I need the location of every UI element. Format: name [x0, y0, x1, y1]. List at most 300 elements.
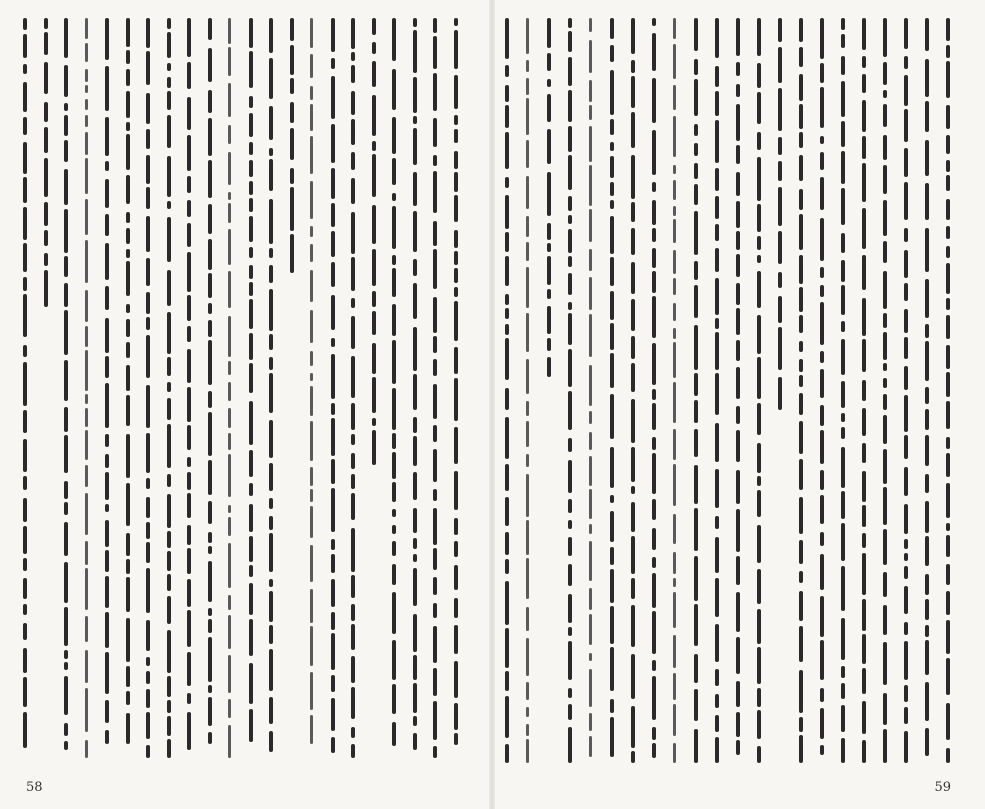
script-glyph-run: [736, 340, 740, 361]
script-glyph-run: [820, 554, 824, 590]
script-glyph-run: [820, 470, 824, 490]
script-glyph-run: [904, 731, 908, 763]
script-glyph-run: [433, 18, 437, 33]
script-glyph-run: [331, 675, 335, 692]
script-glyph-run: [526, 401, 529, 416]
script-glyph-run: [631, 60, 635, 73]
script-glyph-run: [505, 696, 509, 738]
script-glyph-run: [392, 18, 396, 61]
script-glyph-run: [589, 105, 592, 120]
script-glyph-run: [610, 547, 614, 565]
script-glyph-run: [433, 668, 437, 696]
script-glyph-run: [392, 268, 396, 297]
script-glyph-run: [228, 203, 231, 223]
script-glyph-run: [249, 299, 253, 329]
script-glyph-run: [568, 215, 572, 224]
script-glyph-run: [925, 409, 929, 430]
script-glyph-run: [413, 374, 417, 410]
script-glyph-run: [673, 165, 676, 174]
script-glyph-run: [946, 523, 950, 531]
script-glyph-run: [146, 620, 150, 651]
script-glyph-run: [925, 18, 929, 51]
script-glyph-run: [568, 196, 572, 211]
script-glyph-run: [799, 155, 803, 181]
script-glyph-run: [904, 622, 908, 635]
script-glyph-run: [904, 148, 908, 177]
script-glyph-run: [673, 552, 676, 574]
script-glyph-run: [946, 564, 950, 585]
script-glyph-run: [862, 208, 866, 249]
script-glyph-run: [946, 748, 950, 763]
script-glyph-run: [269, 106, 273, 140]
script-glyph-run: [126, 212, 130, 223]
script-glyph-run: [454, 378, 458, 421]
script-glyph-run: [44, 253, 48, 266]
script-glyph-run: [146, 433, 150, 473]
script-glyph-run: [778, 88, 782, 131]
script-glyph-run: [652, 743, 656, 758]
script-glyph-run: [310, 506, 313, 538]
script-glyph-run: [904, 18, 908, 49]
script-glyph-run: [736, 201, 740, 228]
script-glyph-run: [64, 502, 68, 515]
script-glyph-run: [433, 489, 437, 501]
script-glyph-run: [413, 327, 417, 371]
script-glyph-run: [841, 666, 845, 678]
script-glyph-run: [85, 43, 88, 62]
script-glyph-run: [757, 525, 761, 563]
script-glyph-run: [652, 228, 656, 242]
script-glyph-run: [208, 637, 212, 682]
script-glyph-run: [85, 199, 88, 235]
script-glyph-run: [372, 343, 376, 374]
script-glyph-run: [126, 304, 130, 313]
text-column: [901, 18, 911, 763]
script-glyph-run: [269, 199, 273, 244]
script-glyph-run: [228, 655, 231, 693]
script-glyph-run: [23, 294, 27, 337]
script-glyph-run: [126, 533, 130, 556]
script-glyph-run: [505, 464, 509, 491]
script-glyph-run: [310, 489, 313, 502]
script-glyph-run: [757, 132, 761, 150]
script-glyph-run: [799, 459, 803, 490]
script-glyph-run: [841, 121, 845, 147]
script-glyph-run: [652, 78, 656, 123]
script-glyph-run: [568, 704, 572, 720]
script-glyph-run: [883, 18, 887, 57]
script-glyph-run: [946, 226, 950, 239]
script-glyph-run: [269, 248, 273, 258]
script-glyph-run: [85, 132, 88, 155]
script-glyph-run: [799, 255, 803, 284]
script-glyph-run: [568, 273, 572, 295]
script-glyph-run: [413, 436, 417, 466]
script-glyph-run: [946, 315, 950, 339]
script-glyph-run: [23, 410, 27, 433]
script-glyph-run: [526, 724, 529, 736]
script-glyph-run: [757, 609, 761, 644]
text-column: [943, 18, 953, 763]
script-glyph-run: [652, 33, 656, 71]
script-glyph-run: [64, 522, 68, 556]
script-glyph-run: [631, 76, 635, 108]
script-glyph-run: [351, 52, 355, 61]
text-column: [430, 18, 440, 758]
script-glyph-run: [505, 18, 509, 59]
script-glyph-run: [589, 713, 592, 731]
script-glyph-run: [946, 483, 950, 518]
script-glyph-run: [610, 447, 614, 488]
script-glyph-run: [589, 736, 592, 757]
script-glyph-run: [249, 265, 253, 279]
script-glyph-run: [23, 207, 27, 240]
script-glyph-run: [904, 182, 908, 220]
script-glyph-run: [454, 30, 458, 69]
script-glyph-run: [454, 347, 458, 374]
script-glyph-run: [505, 294, 509, 305]
script-glyph-run: [64, 481, 68, 499]
script-glyph-run: [673, 219, 676, 243]
script-glyph-run: [799, 421, 803, 454]
script-glyph-run: [862, 553, 866, 595]
script-glyph-run: [736, 254, 740, 277]
script-glyph-run: [187, 525, 191, 545]
script-glyph-run: [610, 495, 614, 503]
script-glyph-run: [652, 676, 656, 720]
script-glyph-run: [187, 176, 191, 193]
script-glyph-run: [64, 407, 68, 432]
script-glyph-run: [904, 467, 908, 496]
script-glyph-run: [310, 626, 313, 666]
script-glyph-run: [167, 382, 171, 392]
script-glyph-run: [331, 231, 335, 257]
script-glyph-run: [23, 498, 27, 522]
script-glyph-run: [228, 517, 231, 536]
script-glyph-run: [715, 373, 719, 415]
script-glyph-run: [64, 650, 68, 659]
script-glyph-run: [310, 545, 313, 582]
script-glyph-run: [904, 586, 908, 614]
script-glyph-run: [694, 373, 698, 396]
script-glyph-run: [146, 689, 150, 708]
script-glyph-run: [589, 126, 592, 162]
script-glyph-run: [290, 234, 294, 273]
script-glyph-run: [64, 435, 68, 473]
script-glyph-run: [208, 608, 212, 616]
script-glyph-run: [631, 112, 635, 148]
script-glyph-run: [589, 209, 592, 242]
script-glyph-run: [547, 338, 551, 351]
script-glyph-run: [799, 375, 803, 387]
script-glyph-run: [673, 18, 676, 39]
script-glyph-run: [23, 243, 27, 272]
text-column: [544, 18, 554, 386]
script-glyph-run: [208, 160, 212, 198]
text-column: [164, 18, 174, 758]
script-glyph-run: [589, 432, 592, 450]
script-glyph-run: [454, 598, 458, 618]
script-glyph-run: [841, 618, 845, 660]
script-glyph-run: [454, 661, 458, 698]
script-glyph-run: [862, 701, 866, 734]
script-glyph-run: [568, 727, 572, 763]
script-glyph-run: [946, 135, 950, 154]
script-glyph-run: [841, 321, 845, 332]
script-glyph-run: [862, 380, 866, 401]
script-glyph-run: [85, 650, 88, 683]
script-glyph-run: [526, 474, 529, 517]
script-glyph-run: [841, 233, 845, 253]
script-glyph-run: [568, 627, 572, 636]
text-column: [246, 18, 256, 758]
script-glyph-run: [526, 707, 529, 717]
script-glyph-run: [589, 314, 592, 357]
script-glyph-run: [883, 415, 887, 444]
script-glyph-run: [187, 387, 191, 422]
script-glyph-run: [547, 18, 551, 48]
script-glyph-run: [526, 18, 529, 54]
script-glyph-run: [568, 18, 572, 28]
script-glyph-run: [778, 47, 782, 83]
script-glyph-run: [331, 58, 335, 69]
script-glyph-run: [126, 666, 130, 687]
script-glyph-run: [736, 283, 740, 305]
script-glyph-run: [568, 349, 572, 387]
text-column: [205, 18, 215, 758]
script-glyph-run: [187, 652, 191, 686]
script-glyph-run: [105, 66, 109, 111]
script-glyph-run: [372, 377, 376, 413]
script-glyph-run: [64, 103, 68, 111]
script-glyph-run: [673, 250, 676, 274]
script-glyph-run: [392, 158, 396, 185]
script-glyph-run: [310, 351, 313, 366]
script-glyph-run: [64, 209, 68, 253]
script-glyph-run: [631, 228, 635, 255]
script-glyph-run: [85, 115, 88, 127]
script-glyph-run: [568, 57, 572, 86]
script-glyph-run: [652, 200, 656, 225]
script-glyph-run: [820, 63, 824, 83]
script-glyph-run: [208, 460, 212, 495]
script-glyph-run: [85, 350, 88, 391]
script-glyph-run: [568, 438, 572, 452]
script-glyph-run: [694, 604, 698, 646]
script-glyph-run: [652, 437, 656, 450]
script-glyph-run: [526, 739, 529, 763]
script-glyph-run: [673, 85, 676, 110]
script-glyph-run: [715, 578, 719, 617]
text-column: [733, 18, 743, 763]
script-glyph-run: [862, 443, 866, 463]
script-glyph-run: [167, 424, 171, 468]
script-glyph-run: [799, 626, 803, 662]
script-glyph-run: [589, 489, 592, 519]
script-glyph-run: [310, 181, 313, 219]
script-glyph-run: [631, 336, 635, 359]
script-glyph-run: [208, 303, 212, 314]
script-glyph-run: [610, 70, 614, 115]
script-glyph-run: [454, 230, 458, 248]
script-glyph-run: [126, 50, 130, 64]
script-glyph-run: [631, 155, 635, 199]
script-glyph-run: [883, 165, 887, 194]
script-glyph-run: [126, 342, 130, 358]
script-glyph-run: [946, 535, 950, 557]
script-glyph-run: [249, 160, 253, 177]
text-column: [922, 18, 932, 763]
script-glyph-run: [208, 561, 212, 602]
script-glyph-run: [715, 91, 719, 116]
script-glyph-run: [187, 135, 191, 171]
script-glyph-run: [372, 95, 376, 136]
text-column: [389, 18, 399, 758]
script-glyph-run: [841, 285, 845, 315]
script-glyph-run: [841, 523, 845, 561]
script-glyph-run: [372, 249, 376, 286]
script-glyph-run: [146, 385, 150, 428]
script-glyph-run: [105, 472, 109, 500]
script-glyph-run: [331, 203, 335, 227]
script-glyph-run: [925, 279, 929, 318]
script-glyph-run: [820, 405, 824, 426]
script-glyph-run: [694, 400, 698, 423]
script-glyph-run: [946, 591, 950, 615]
script-glyph-run: [187, 610, 191, 647]
script-glyph-run: [568, 537, 572, 556]
script-glyph-run: [146, 745, 150, 758]
script-glyph-run: [249, 113, 253, 137]
script-glyph-run: [652, 296, 656, 338]
text-column: [82, 18, 92, 758]
script-glyph-run: [85, 69, 88, 82]
script-glyph-run: [228, 229, 231, 265]
script-glyph-run: [673, 743, 676, 763]
script-glyph-run: [820, 596, 824, 637]
script-glyph-run: [904, 707, 908, 724]
script-glyph-run: [862, 668, 866, 694]
script-glyph-run: [454, 703, 458, 730]
text-column: [523, 18, 533, 763]
script-glyph-run: [310, 244, 313, 262]
script-glyph-run: [736, 509, 740, 552]
script-glyph-run: [126, 559, 130, 574]
script-glyph-run: [736, 62, 740, 76]
script-glyph-run: [208, 501, 212, 524]
script-glyph-run: [413, 283, 417, 319]
script-glyph-run: [841, 705, 845, 732]
script-glyph-run: [228, 725, 231, 758]
script-glyph-run: [841, 683, 845, 699]
script-glyph-run: [925, 183, 929, 220]
script-glyph-run: [331, 579, 335, 607]
text-column: [451, 18, 461, 758]
script-glyph-run: [736, 637, 740, 674]
script-glyph-run: [167, 676, 171, 697]
script-glyph-run: [64, 169, 68, 205]
script-glyph-run: [883, 313, 887, 328]
script-glyph-run: [589, 456, 592, 486]
script-glyph-run: [331, 459, 335, 484]
script-glyph-run: [85, 568, 88, 610]
script-glyph-run: [568, 313, 572, 345]
script-glyph-run: [547, 289, 551, 299]
script-glyph-run: [146, 93, 150, 124]
script-glyph-run: [351, 528, 355, 572]
script-glyph-run: [715, 737, 719, 763]
script-glyph-run: [652, 611, 656, 654]
script-glyph-run: [167, 531, 171, 548]
script-glyph-run: [547, 79, 551, 87]
script-glyph-run: [652, 182, 656, 192]
script-glyph-run: [883, 104, 887, 127]
script-glyph-run: [187, 223, 191, 247]
script-glyph-run: [351, 178, 355, 204]
script-glyph-run: [883, 487, 887, 525]
script-glyph-run: [167, 201, 171, 209]
script-glyph-run: [392, 304, 396, 336]
script-glyph-run: [228, 382, 231, 401]
script-glyph-run: [568, 302, 572, 310]
script-glyph-run: [505, 324, 509, 335]
script-glyph-run: [126, 249, 130, 258]
script-glyph-run: [249, 333, 253, 360]
script-glyph-run: [228, 192, 231, 200]
script-glyph-run: [757, 157, 761, 201]
script-glyph-run: [23, 177, 27, 203]
script-glyph-run: [568, 256, 572, 267]
script-glyph-run: [413, 655, 417, 680]
text-column: [20, 18, 30, 758]
text-column: [586, 18, 596, 763]
script-glyph-run: [820, 87, 824, 128]
script-glyph-run: [454, 172, 458, 192]
right-page-number: 59: [934, 780, 951, 795]
script-glyph-run: [208, 239, 212, 270]
script-glyph-run: [187, 252, 191, 292]
script-glyph-run: [23, 345, 27, 357]
script-glyph-run: [433, 336, 437, 353]
script-glyph-run: [820, 430, 824, 464]
script-glyph-run: [105, 550, 109, 572]
script-glyph-run: [310, 136, 313, 174]
script-glyph-run: [610, 18, 614, 39]
script-glyph-run: [841, 413, 845, 422]
script-glyph-run: [249, 663, 253, 704]
script-glyph-run: [208, 118, 212, 156]
script-glyph-run: [925, 387, 929, 404]
script-glyph-run: [249, 96, 253, 108]
script-glyph-run: [946, 160, 950, 172]
script-glyph-run: [799, 497, 803, 534]
script-glyph-run: [351, 474, 355, 489]
script-glyph-run: [799, 132, 803, 148]
script-glyph-run: [126, 691, 130, 705]
script-glyph-run: [757, 490, 761, 517]
script-glyph-run: [925, 59, 929, 97]
script-glyph-run: [526, 313, 529, 352]
script-glyph-run: [167, 32, 171, 58]
script-glyph-run: [310, 226, 313, 237]
script-glyph-run: [249, 363, 253, 393]
script-glyph-run: [126, 261, 130, 296]
script-glyph-run: [454, 427, 458, 464]
text-column: [607, 18, 617, 763]
script-glyph-run: [126, 69, 130, 86]
script-glyph-run: [904, 366, 908, 390]
script-glyph-run: [610, 119, 614, 135]
